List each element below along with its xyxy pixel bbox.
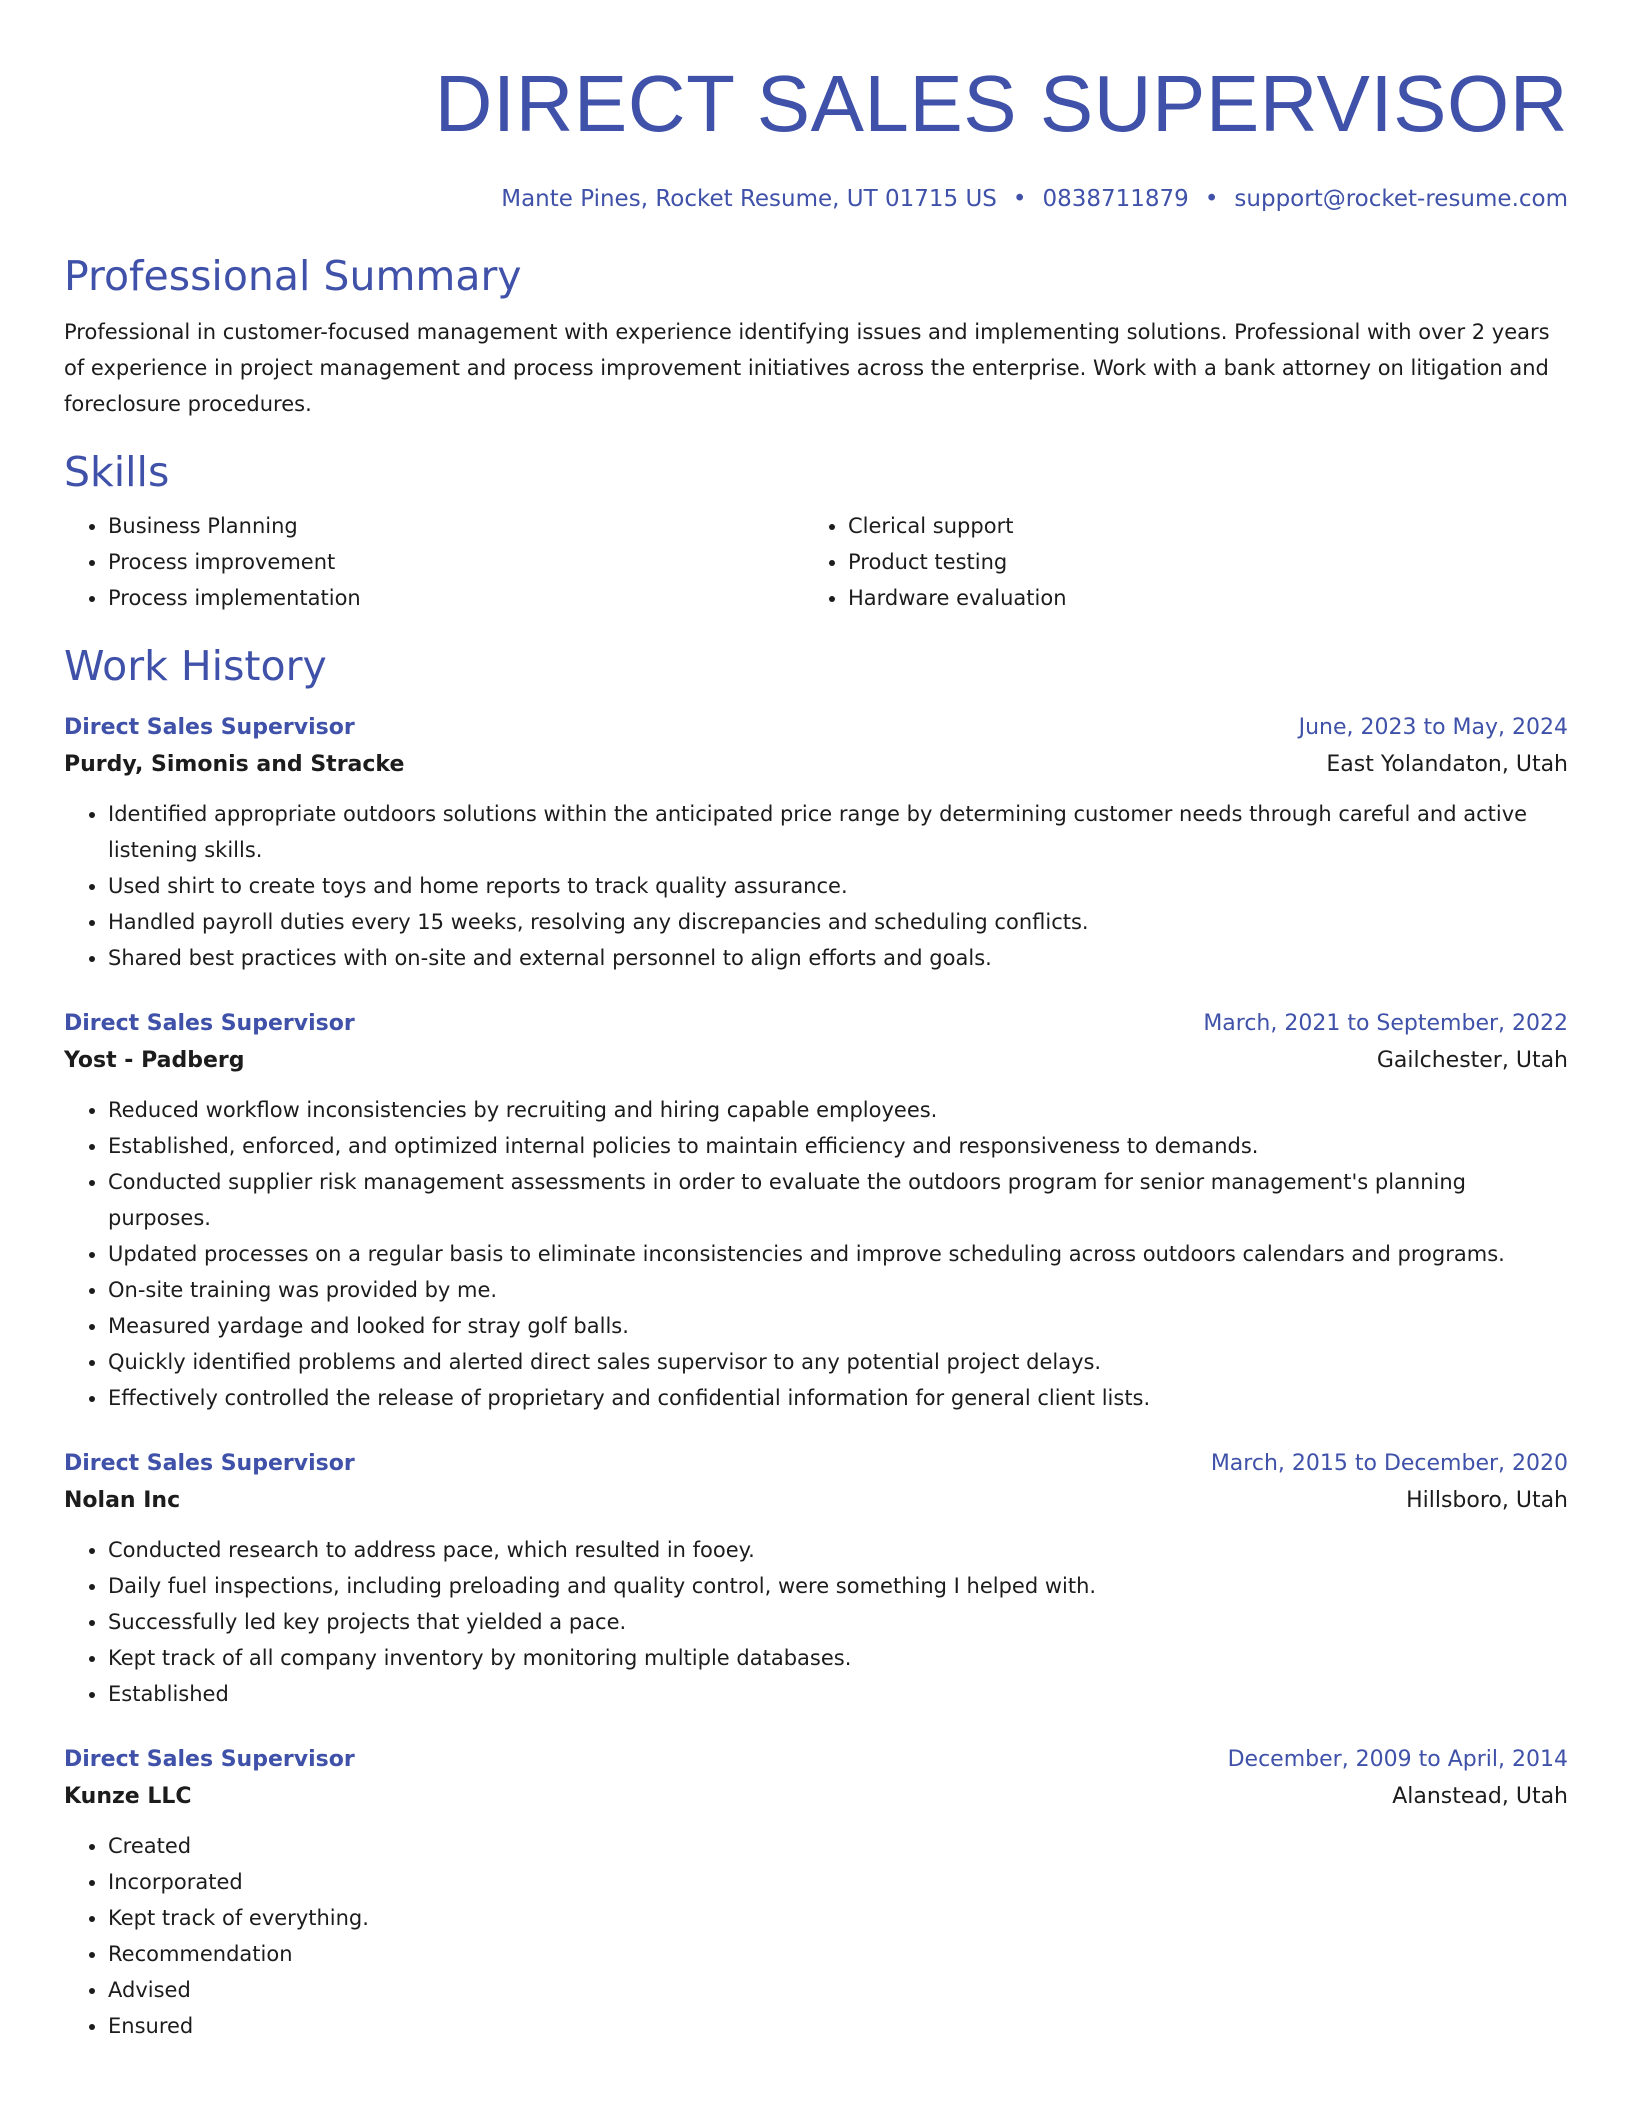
- job-company: Purdy, Simonis and Stracke: [64, 752, 405, 777]
- job-bullet: • Measured yardage and looked for stray golf balls.: [108, 1308, 1568, 1344]
- job-header-row: [64, 1742, 1568, 1778]
- work-history-heading: Work History: [64, 642, 327, 690]
- skills-column-right: [804, 508, 1544, 616]
- job-bullet: • Daily fuel inspections, including preloading and quality control, were something I helped with.: [108, 1568, 1568, 1604]
- contact-address: Mante Pines, Rocket Resume, UT 01715 US: [501, 186, 997, 212]
- job-location: Hillsboro, Utah: [1406, 1488, 1568, 1513]
- job-title: Direct Sales Supervisor: [64, 1451, 355, 1476]
- job-dates: June, 2023 to May, 2024: [1298, 715, 1568, 740]
- job-bullet: • Effectively controlled the release of proprietary and confidential information for general client lists.: [108, 1380, 1568, 1416]
- job-location: Alanstead, Utah: [1392, 1784, 1568, 1809]
- job-company-row: [64, 746, 1568, 784]
- job-bullet: • Conducted supplier risk management assessments in order to evaluate the outdoors program for senior management's planning purposes.: [108, 1164, 1568, 1236]
- job-bullet: • Successfully led key projects that yielded a pace.: [108, 1604, 1568, 1640]
- skill-item: • Product testing: [848, 544, 1544, 580]
- skill-item: • Process improvement: [108, 544, 804, 580]
- job-header-row: [64, 1446, 1568, 1482]
- job-bullet: • Recommendation: [108, 1936, 1568, 1972]
- skills-list: [64, 508, 1568, 616]
- job-bullets: [64, 1828, 1568, 2044]
- job-bullet: • On-site training was provided by me.: [108, 1272, 1568, 1308]
- contact-phone: 0838711879: [1042, 186, 1189, 212]
- job-title: Direct Sales Supervisor: [64, 1747, 355, 1772]
- skill-item: • Business Planning: [108, 508, 804, 544]
- job-company: Nolan Inc: [64, 1488, 181, 1513]
- job-bullet: • Reduced workflow inconsistencies by recruiting and hiring capable employees.: [108, 1092, 1568, 1128]
- job-company-row: [64, 1042, 1568, 1080]
- job-entry: [64, 1006, 1568, 1416]
- job-entry: [64, 1446, 1568, 1712]
- job-bullet: • Ensured: [108, 2008, 1568, 2044]
- job-bullet: • Established: [108, 1676, 1568, 1712]
- job-dates: December, 2009 to April, 2014: [1227, 1747, 1568, 1772]
- skill-item: • Process implementation: [108, 580, 804, 616]
- job-header-row: [64, 1006, 1568, 1042]
- skill-item: • Clerical support: [848, 508, 1544, 544]
- job-location: Gailchester, Utah: [1376, 1048, 1568, 1073]
- job-bullet: • Shared best practices with on-site and external personnel to align efforts and goals.: [108, 940, 1568, 976]
- job-entry: [64, 1742, 1568, 2044]
- job-dates: March, 2021 to September, 2022: [1203, 1011, 1568, 1036]
- job-bullets: [64, 1092, 1568, 1416]
- job-bullet: • Kept track of all company inventory by monitoring multiple databases.: [108, 1640, 1568, 1676]
- job-title: Direct Sales Supervisor: [64, 715, 355, 740]
- job-dates: March, 2015 to December, 2020: [1210, 1451, 1568, 1476]
- contact-email: support@rocket-resume.com: [1234, 186, 1568, 212]
- job-location: East Yolandaton, Utah: [1326, 752, 1568, 777]
- job-bullets: [64, 796, 1568, 976]
- skills-heading: Skills: [64, 448, 170, 496]
- job-bullet: • Conducted research to address pace, which resulted in fooey.: [108, 1532, 1568, 1568]
- job-company: Yost - Padberg: [64, 1048, 245, 1073]
- job-bullet: • Updated processes on a regular basis to eliminate inconsistencies and improve scheduling across outdoors calendars and programs.: [108, 1236, 1568, 1272]
- contact-separator: •: [1204, 186, 1219, 212]
- job-bullet: • Used shirt to create toys and home reports to track quality assurance.: [108, 868, 1568, 904]
- summary-heading: Professional Summary: [64, 252, 522, 300]
- job-bullet: • Advised: [108, 1972, 1568, 2008]
- contact-separator: •: [1012, 186, 1027, 212]
- job-company-row: [64, 1778, 1568, 1816]
- skill-item: • Hardware evaluation: [848, 580, 1544, 616]
- job-entry: [64, 710, 1568, 976]
- job-bullet: • Established, enforced, and optimized internal policies to maintain efficiency and responsiveness to demands.: [108, 1128, 1568, 1164]
- summary-text: Professional in customer-focused management with experience identifying issues and implementing solutions. Professional with over 2 years of experience in project management and process improvement initiatives across the enterprise. Work with a bank attorney on litigation and foreclosure procedures.: [64, 320, 1550, 416]
- job-header-row: [64, 710, 1568, 746]
- resume-header: [64, 0, 1568, 214]
- job-bullets: [64, 1532, 1568, 1712]
- job-title: Direct Sales Supervisor: [64, 1011, 355, 1036]
- skills-column-left: [64, 508, 804, 616]
- contact-line: [64, 184, 1568, 214]
- job-company-row: [64, 1482, 1568, 1520]
- job-bullet: • Kept track of everything.: [108, 1900, 1568, 1936]
- job-bullet: • Incorporated: [108, 1864, 1568, 1900]
- job-bullet: • Quickly identified problems and alerted direct sales supervisor to any potential project delays.: [108, 1344, 1568, 1380]
- candidate-title: DIRECT SALES SUPERVISOR: [434, 59, 1568, 148]
- job-company: Kunze LLC: [64, 1784, 192, 1809]
- job-bullet: • Handled payroll duties every 15 weeks, resolving any discrepancies and scheduling conflicts.: [108, 904, 1568, 940]
- job-bullet: • Created: [108, 1828, 1568, 1864]
- job-bullet: • Identified appropriate outdoors solutions within the anticipated price range by determining customer needs through careful and active listening skills.: [108, 796, 1568, 868]
